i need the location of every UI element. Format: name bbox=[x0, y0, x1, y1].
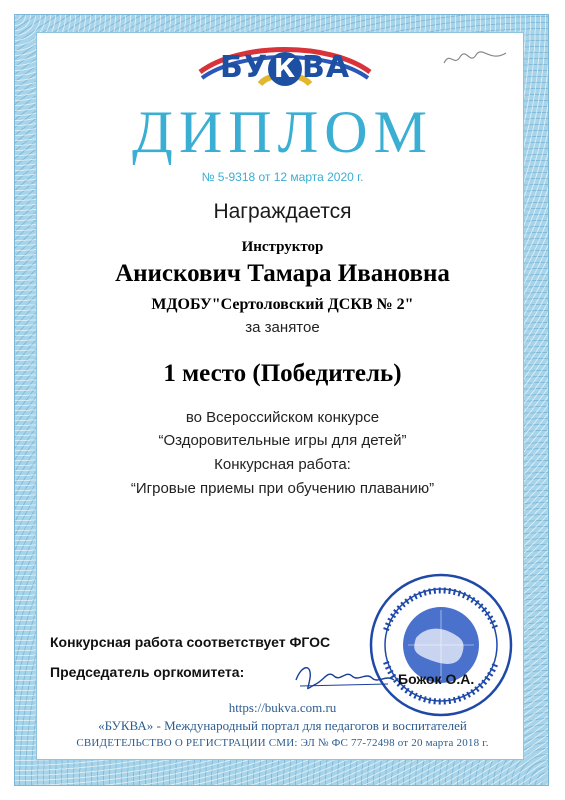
bukva-logo bbox=[190, 32, 380, 92]
logo-k-circle: К bbox=[268, 52, 302, 86]
place-award: 1 место (Победитель) bbox=[163, 360, 402, 387]
handwritten-note bbox=[440, 45, 510, 71]
logo-prefix: БУ bbox=[219, 50, 268, 85]
contest-name: “Оздоровительные игры для детей” bbox=[158, 432, 407, 449]
chairman-label: Председатель оргкомитета: bbox=[50, 664, 245, 680]
handwritten-signature bbox=[290, 656, 400, 696]
for-text: за занятое bbox=[245, 319, 320, 336]
footer-portal-name: «БУКВА» - Международный портал для педагогов и воспитателей bbox=[98, 718, 467, 733]
fgos-compliance: Конкурсная работа соответствует ФГОС bbox=[50, 634, 331, 650]
recipient-organization: МДОБУ"Сертоловский ДСКВ № 2" bbox=[151, 296, 414, 313]
awarded-heading: Награждается bbox=[213, 200, 352, 223]
chairman-name: Божок О.А. bbox=[398, 671, 475, 687]
recipient-role: Инструктор bbox=[241, 239, 324, 255]
footer-registration: СВИДЕТЕЛЬСТВО О РЕГИСТРАЦИИ СМИ: ЭЛ № ФС 77-72498 от 20 марта 2018 г. bbox=[76, 737, 489, 749]
footer-url[interactable]: https://bukva.com.ru bbox=[228, 700, 337, 715]
recipient-name: Анискович Тамара Ивановна bbox=[115, 260, 450, 287]
contest-work-label: Конкурсная работа: bbox=[214, 456, 351, 473]
diploma-title: ДИПЛОМ bbox=[132, 99, 433, 165]
round-stamp bbox=[366, 570, 516, 720]
logo-suffix: ВА bbox=[301, 50, 351, 85]
contest-work-title: “Игровые приемы при обучению плаванию” bbox=[130, 480, 435, 497]
contest-line-1: во Всероссийском конкурсе bbox=[185, 409, 380, 426]
document-number: № 5-9318 от 12 марта 2020 г. bbox=[201, 170, 364, 184]
